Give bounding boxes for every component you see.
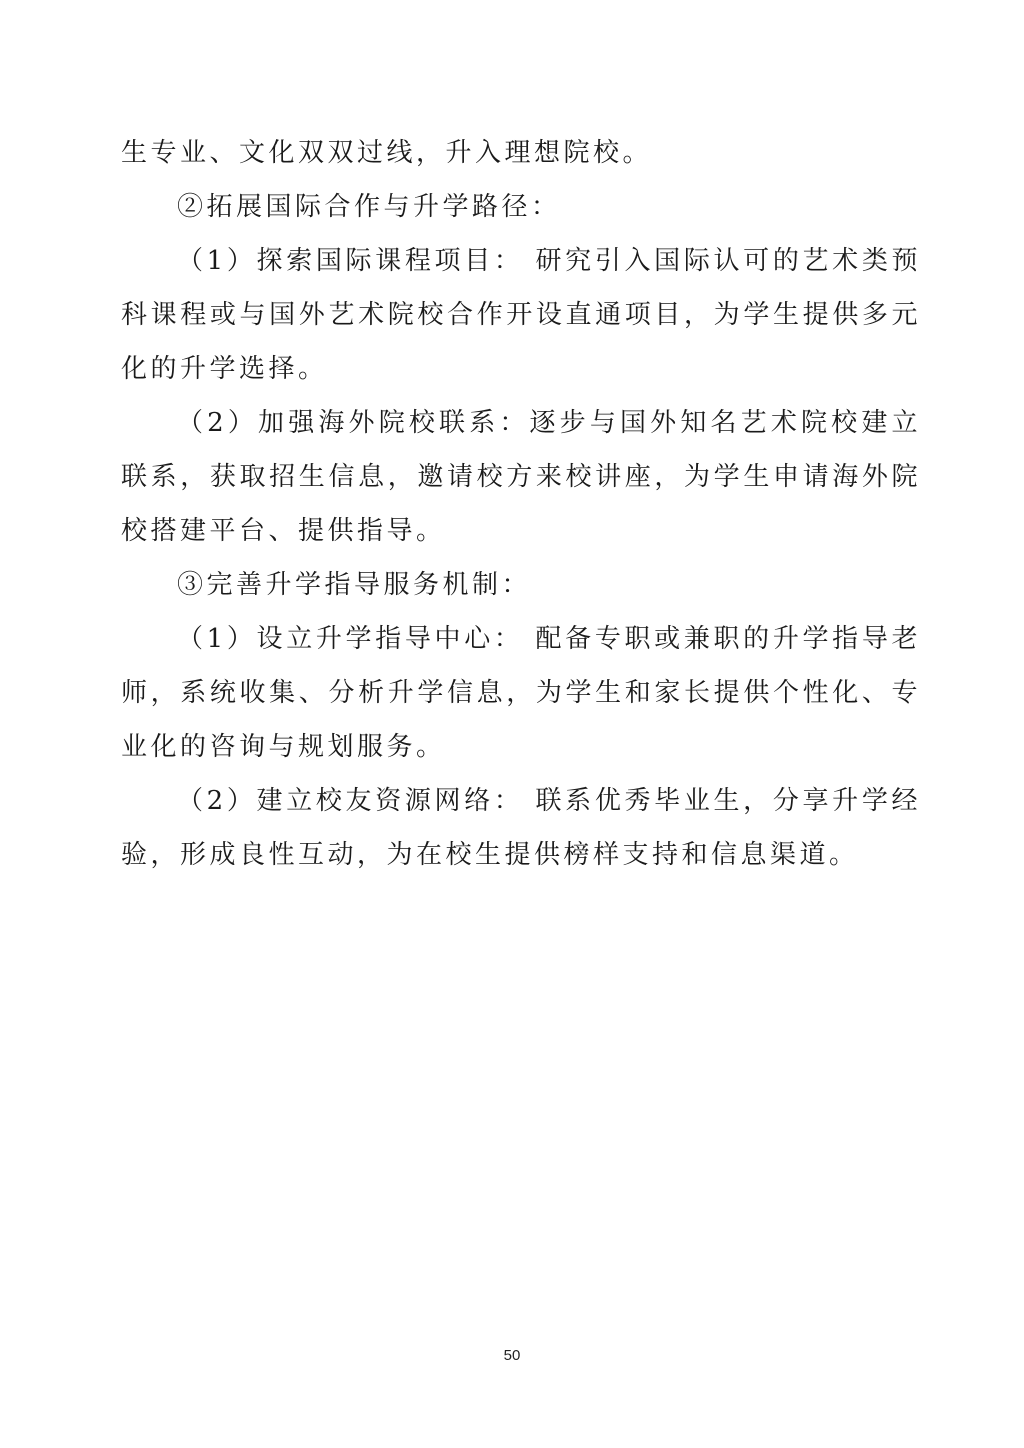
paragraph-continuation: 生专业、文化双双过线，升入理想院校。 (121, 138, 653, 168)
paragraph-overseas-contacts: （2）加强海外院校联系：逐步与国外知名艺术院校建立联系，获取招生信息，邀请校方来校讲座，为学生申请海外院校搭建平台、提供指导。 (121, 408, 921, 546)
body-text (121, 126, 921, 882)
paragraph-international-courses: （1）探索国际课程项目： 研究引入国际认可的艺术类预科课程或与国外艺术院校合作开设直通项目，为学生提供多元化的升学选择。 (121, 246, 921, 384)
paragraph-guidance-center: （1）设立升学指导中心： 配备专职或兼职的升学指导老师，系统收集、分析升学信息，为学生和家长提供个性化、专业化的咨询与规划服务。 (121, 624, 921, 762)
paragraph-alumni-network: （2）建立校友资源网络： 联系优秀毕业生，分享升学经验，形成良性互动，为在校生提供榜样支持和信息渠道。 (121, 786, 921, 870)
section-heading-international: ②拓展国际合作与升学路径： (177, 192, 561, 222)
page-number: 50 (503, 1347, 521, 1364)
section-heading-guidance: ③完善升学指导服务机制： (177, 570, 532, 600)
